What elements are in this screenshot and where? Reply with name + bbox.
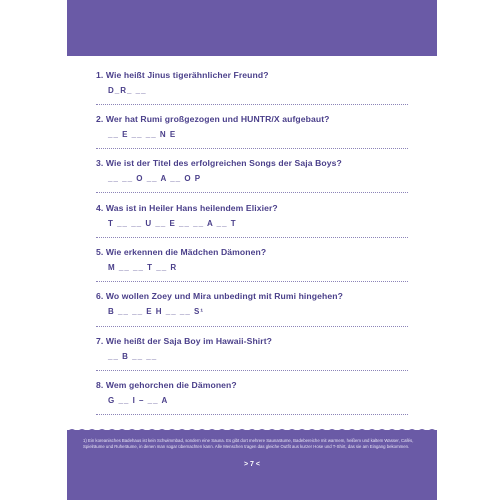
- question-text: 4. Was ist in Heiler Hans heilendem Elixier?: [96, 203, 278, 213]
- answer-line: [96, 192, 408, 193]
- answer-line: [96, 148, 408, 149]
- workbook-page: [67, 0, 437, 500]
- question-7: [96, 336, 416, 361]
- question-text: 3. Wie ist der Titel des erfolgreichen Songs der Saja Boys?: [96, 158, 342, 168]
- answer-line: [96, 414, 408, 415]
- answer-blanks: B __ __ E H __ __ S¹: [108, 307, 205, 316]
- top-scallop-border: [67, 53, 437, 59]
- question-text: 8. Wem gehorchen die Dämonen?: [96, 380, 237, 390]
- answer-blanks: __ __ O __ A __ O P: [108, 174, 202, 183]
- question-text: 2. Wer hat Rumi großgezogen und HUNTR/X aufgebaut?: [96, 114, 330, 124]
- footnote: 1) Ein koreanisches Badehaus ist kein Schwimmbad, sondern eine Sauna. Es gibt dort mehrere Saunaräume, Badebereiche mit warmem, heißem und kaltem Wasser, Cafés, Spielräume und Ruheräume, in denen man sogar übernachten kann. Alle Menschen tragen das gleiche Outfit aus kurzer Hose und T-Shirt, das sie am Eingang bekommen.: [83, 438, 414, 449]
- question-text: 6. Wo wollen Zoey und Mira unbedingt mit Rumi hingehen?: [96, 291, 343, 301]
- question-1: [96, 70, 416, 95]
- answer-line: [96, 104, 408, 105]
- answer-blanks: M __ __ T __ R: [108, 263, 178, 272]
- answer-blanks: __ E __ __ N E: [108, 130, 177, 139]
- question-4: [96, 203, 416, 228]
- answer-line: [96, 370, 408, 371]
- question-6: [96, 291, 416, 316]
- page-number: > 7 <: [244, 461, 260, 468]
- question-5: [96, 247, 416, 272]
- question-2: [96, 114, 416, 139]
- question-text: 7. Wie heißt der Saja Boy im Hawaii-Shirt?: [96, 336, 273, 346]
- top-header-band: [67, 0, 437, 56]
- question-text: 1. Wie heißt Jinus tigerähnlicher Freund?: [96, 70, 269, 80]
- question-8: [96, 380, 416, 405]
- question-3: [96, 158, 416, 183]
- answer-line: [96, 281, 408, 282]
- answer-blanks: __ B __ __: [108, 352, 158, 361]
- answer-blanks: T __ __ U __ E __ __ A __ T: [108, 219, 237, 228]
- question-text: 5. Wie erkennen die Mädchen Dämonen?: [96, 247, 267, 257]
- answer-line: [96, 326, 408, 327]
- answer-blanks: D_R_ __: [108, 86, 147, 95]
- answer-blanks: G __ I – __ A: [108, 396, 169, 405]
- answer-line: [96, 237, 408, 238]
